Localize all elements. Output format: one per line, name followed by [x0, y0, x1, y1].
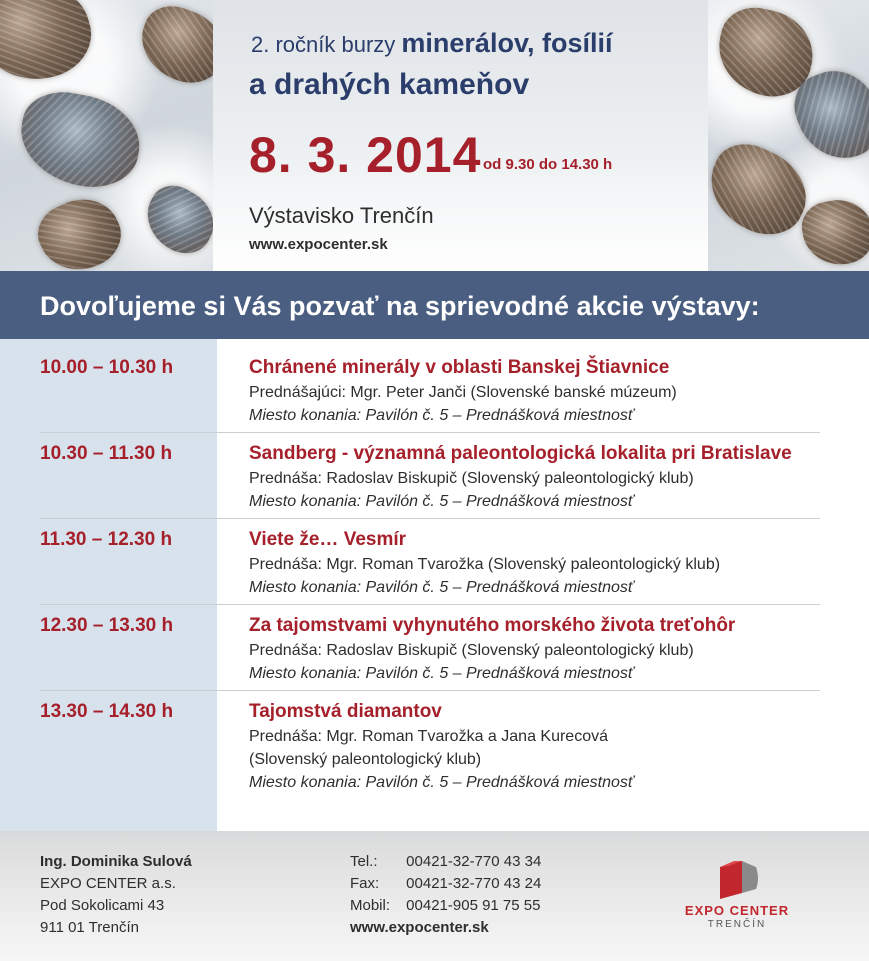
tel-label: Tel.: — [350, 853, 378, 870]
program-location: Miesto konania: Pavilón č. 5 – Prednášková miestnosť — [249, 493, 634, 510]
program-speaker: Prednáša: Radoslav Biskupič (Slovenský paleontologický klub) — [249, 642, 694, 659]
program-location: Miesto konania: Pavilón č. 5 – Prednášková miestnosť — [249, 407, 634, 424]
expo-center-logo — [672, 853, 802, 933]
mobil-number[interactable]: 00421-905 91 75 55 — [406, 897, 541, 914]
program-speaker: Prednášajúci: Mgr. Peter Janči (Slovenské banské múzeum) — [249, 384, 677, 401]
contact-phones — [350, 851, 541, 939]
expo-center-logo-icon — [672, 853, 802, 903]
event-title-line-2: a drahých kameňov — [249, 68, 530, 101]
contact-name: Ing. Dominika Sulová — [40, 853, 192, 870]
program-speaker: Prednáša: Mgr. Roman Tvarožka a Jana Kurecová — [249, 728, 608, 745]
footer — [0, 831, 869, 961]
footer-website-link[interactable]: www.expocenter.sk — [350, 919, 489, 936]
program-location: Miesto konania: Pavilón č. 5 – Prednášková miestnosť — [249, 774, 634, 791]
logo-subtitle: TRENČÍN — [707, 919, 767, 930]
event-website-link[interactable]: www.expocenter.sk — [249, 236, 388, 253]
program-title: Viete že… Vesmír — [249, 529, 407, 550]
program-title: Za tajomstvami vyhynutého morského života treťohôr — [249, 615, 736, 636]
event-venue: Výstavisko Trenčín — [249, 203, 434, 228]
program-speaker-affiliation: (Slovenský paleontologický klub) — [249, 751, 482, 768]
invitation-banner — [0, 271, 869, 339]
divider — [40, 690, 820, 691]
hero — [0, 0, 869, 271]
contact-city: 911 01 Trenčín — [40, 919, 139, 936]
program-location: Miesto konania: Pavilón č. 5 – Prednášková miestnosť — [249, 665, 634, 682]
logo-name: EXPO CENTER — [684, 903, 790, 918]
program-list — [0, 339, 869, 831]
divider — [40, 432, 820, 433]
program-title: Chránené minerály v oblasti Banskej Štiavnice — [249, 357, 670, 378]
banner-text: Dovoľujeme si Vás pozvať na sprievodné akcie výstavy: — [40, 291, 760, 321]
fax-label: Fax: — [350, 875, 380, 892]
program-time: 13.30 – 14.30 h — [40, 701, 174, 722]
program-title: Sandberg - významná paleontologická lokalita pri Bratislave — [249, 443, 792, 464]
divider — [40, 604, 820, 605]
program-speaker: Prednáša: Radoslav Biskupič (Slovenský paleontologický klub) — [249, 470, 694, 487]
event-title-line-1: 2. ročník burzy minerálov, fosílií — [251, 28, 613, 58]
contact-address — [40, 851, 192, 939]
mobil-label: Mobil: — [350, 897, 391, 914]
contact-street: Pod Sokolicami 43 — [40, 897, 165, 914]
mineral-photo-right — [708, 0, 869, 271]
program-location: Miesto konania: Pavilón č. 5 – Prednášková miestnosť — [249, 579, 634, 596]
title-panel — [213, 0, 708, 271]
program-speaker: Prednáša: Mgr. Roman Tvarožka (Slovenský paleontologický klub) — [249, 556, 721, 573]
event-hours: od 9.30 do 14.30 h — [483, 156, 613, 173]
program-time: 12.30 – 13.30 h — [40, 615, 174, 636]
tel-number[interactable]: 00421-32-770 43 34 — [406, 853, 542, 870]
program-time: 10.00 – 10.30 h — [40, 357, 174, 378]
program-time: 11.30 – 12.30 h — [40, 529, 173, 550]
mineral-photo-left — [0, 0, 213, 271]
program-title: Tajomstvá diamantov — [249, 701, 442, 722]
contact-company: EXPO CENTER a.s. — [40, 875, 176, 892]
fax-number: 00421-32-770 43 24 — [406, 875, 542, 892]
event-date: 8. 3. 2014 — [249, 127, 482, 183]
divider — [40, 518, 820, 519]
program-time: 10.30 – 11.30 h — [40, 443, 173, 464]
